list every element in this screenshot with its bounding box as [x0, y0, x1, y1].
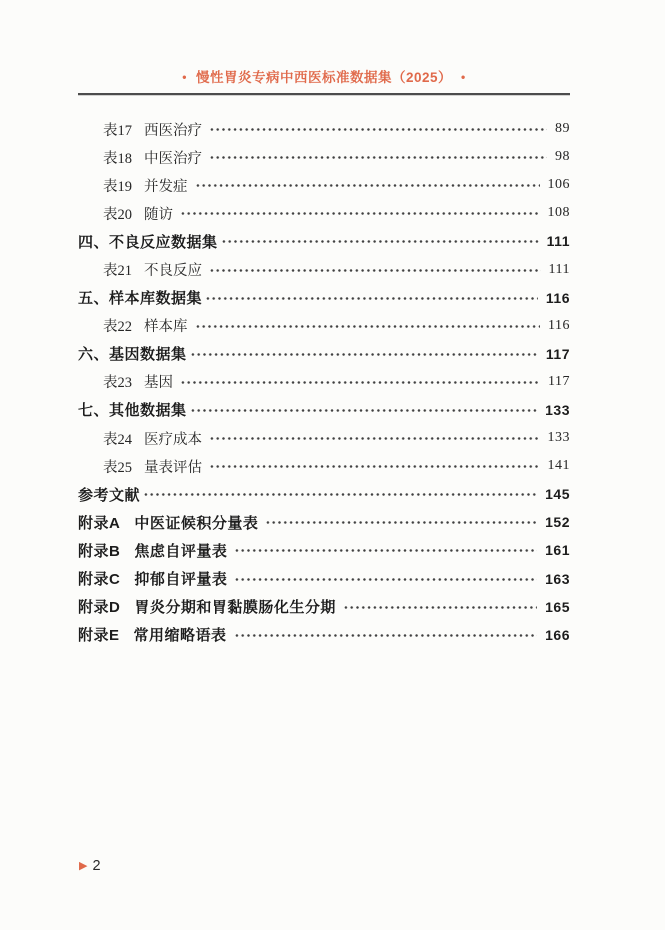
toc-row-page-number: 152: [545, 514, 570, 531]
toc-row-label: 表25: [103, 459, 132, 476]
toc-row-title: 量表评估: [144, 459, 202, 476]
dot-leader: [209, 460, 540, 473]
toc-row: [78, 368, 570, 396]
toc-row-title: 焦虑自评量表: [134, 542, 228, 560]
toc-row-title: 常用缩略语表: [133, 627, 227, 645]
toc-row-page-number: 98: [555, 149, 570, 165]
toc-row-label: 七、: [78, 402, 110, 420]
toc-row: [78, 424, 570, 452]
toc-row-label: 五、: [78, 290, 110, 308]
dot-leader: [234, 544, 537, 557]
header-bullet-left-icon: •: [182, 70, 187, 84]
toc-row: [78, 565, 570, 593]
toc-row-page-number: 166: [545, 626, 570, 643]
dot-leader: [209, 264, 541, 277]
dot-leader: [234, 629, 538, 642]
toc-row-title: 样本库: [144, 319, 188, 336]
page-marker-triangle-icon: ▶: [79, 859, 88, 872]
page-number: 2: [92, 858, 101, 874]
toc-row: [78, 312, 570, 340]
toc-row-title: 中医证候积分量表: [134, 514, 259, 532]
toc-row-title: 基因: [144, 375, 173, 392]
toc-row-title: 不良反应: [144, 263, 202, 280]
dot-leader: [343, 601, 537, 614]
dot-leader: [180, 376, 540, 389]
toc-row: [78, 171, 570, 199]
dot-leader: [209, 123, 547, 136]
dot-leader: [221, 235, 539, 248]
toc-row-title: 参考文献: [78, 486, 141, 504]
toc-row-page-number: 165: [545, 598, 570, 615]
toc-row-label: 表20: [103, 206, 132, 223]
toc-row-page-number: 111: [546, 233, 570, 250]
toc-row-title: 基因数据集: [109, 346, 187, 364]
toc-row-label: 附录A: [78, 514, 121, 532]
toc-row: [78, 536, 570, 564]
dot-leader: [265, 516, 537, 529]
toc-row-page-number: 106: [547, 177, 570, 193]
page-footer: [79, 858, 101, 874]
toc-row-label: 表17: [103, 122, 132, 139]
toc-row-page-number: 145: [545, 486, 570, 503]
toc-row: [78, 143, 570, 171]
toc-row-title: 并发症: [144, 178, 188, 195]
toc-row-page-number: 161: [545, 542, 570, 559]
toc-row: [78, 199, 570, 227]
toc-list: [78, 115, 570, 649]
toc-row: [78, 508, 570, 536]
page-header: [78, 66, 570, 86]
toc-row-title: 中医治疗: [144, 150, 202, 167]
toc-row-title: 医疗成本: [144, 431, 202, 448]
toc-row-page-number: 117: [548, 373, 570, 389]
dot-leader: [209, 151, 547, 164]
toc-row-label: 附录B: [78, 542, 121, 560]
toc-row-page-number: 89: [555, 121, 570, 137]
dot-leader: [205, 292, 538, 305]
toc-row-title: 抑郁自评量表: [134, 571, 228, 589]
toc-row-label: 表22: [103, 319, 132, 336]
dot-leader: [234, 573, 537, 586]
toc-row-page-number: 117: [545, 345, 570, 362]
dot-leader: [180, 207, 540, 220]
header-divider: [78, 93, 570, 95]
toc-row: [78, 396, 570, 424]
toc-row: [78, 452, 570, 480]
toc-row-page-number: 111: [548, 261, 570, 277]
dot-leader: [190, 348, 538, 361]
toc-row-label: 表19: [103, 178, 132, 195]
toc-row-label: 表23: [103, 375, 132, 392]
toc-row: [78, 115, 570, 143]
toc-row: [78, 480, 570, 508]
toc-row-page-number: 141: [547, 458, 570, 474]
toc-row-label: 附录D: [78, 599, 121, 617]
toc-row-page-number: 108: [547, 205, 570, 221]
toc-row: [78, 340, 570, 368]
toc-row-title: 其他数据集: [109, 402, 187, 420]
toc-row-label: 表24: [103, 431, 132, 448]
toc-row-page-number: 116: [545, 289, 570, 306]
dot-leader: [190, 404, 538, 417]
toc-row-page-number: 116: [548, 317, 570, 333]
toc-row-label: 四、: [78, 233, 110, 251]
dot-leader: [195, 320, 541, 333]
toc-row-page-number: 133: [547, 430, 570, 446]
toc-row: [78, 255, 570, 283]
toc-row: [78, 227, 570, 255]
toc-row-label: 六、: [78, 346, 110, 364]
document-title: 慢性胃炎专病中西医标准数据集（2025）: [195, 70, 453, 85]
toc-row: [78, 621, 570, 649]
dot-leader: [209, 432, 540, 445]
dot-leader: [143, 488, 537, 501]
toc-row-title: 西医治疗: [144, 122, 202, 139]
toc-row-label: 表21: [103, 263, 132, 280]
header-bullet-right-icon: •: [461, 70, 466, 84]
toc-row-title: 随访: [144, 206, 173, 223]
toc-row-page-number: 163: [545, 570, 570, 587]
toc-row-label: 附录E: [78, 627, 120, 645]
toc-row-label: 表18: [103, 150, 132, 167]
toc-row: [78, 593, 570, 621]
toc-row-title: 胃炎分期和胃黏膜肠化生分期: [134, 599, 336, 617]
toc-row-page-number: 133: [545, 401, 570, 418]
toc-row-title: 不良反应数据集: [109, 233, 218, 251]
toc-row-title: 样本库数据集: [109, 290, 203, 308]
dot-leader: [195, 179, 540, 192]
toc-row: [78, 284, 570, 312]
toc-row-label: 附录C: [78, 571, 121, 589]
